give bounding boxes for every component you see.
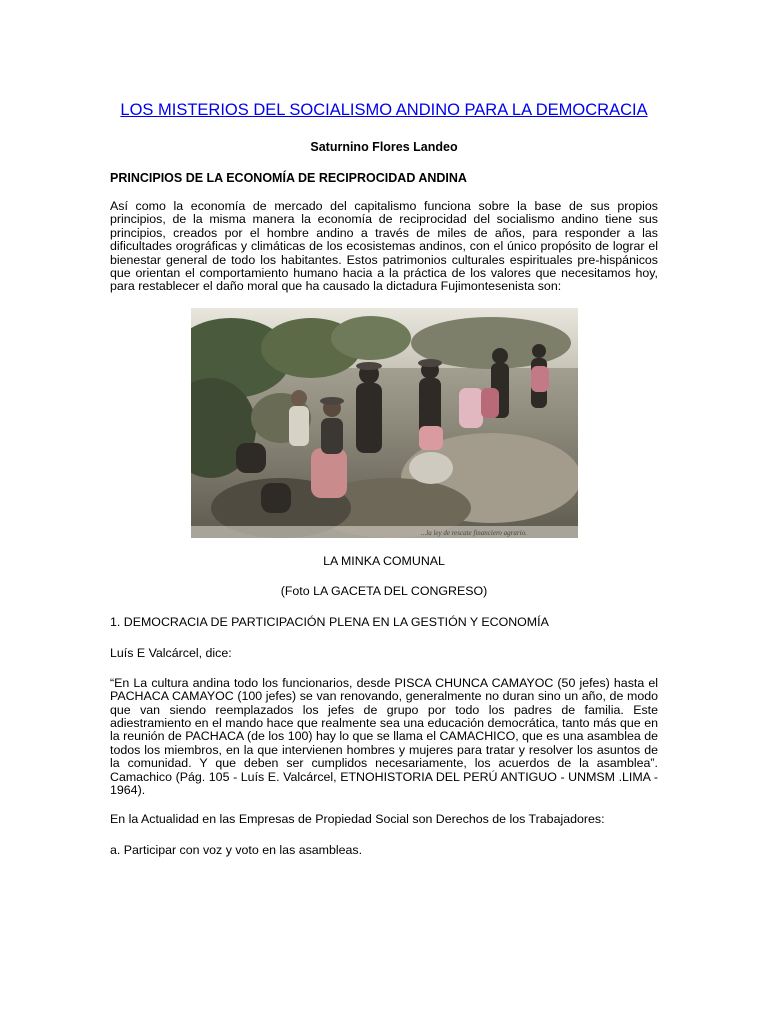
section-heading: PRINCIPIOS DE LA ECONOMÍA DE RECIPROCIDAD ANDINA bbox=[110, 171, 467, 185]
point-1-heading: 1. DEMOCRACIA DE PARTICIPACIÓN PLENA EN LA GESTIÓN Y ECONOMÍA bbox=[110, 614, 549, 629]
right-a: a. Participar con voz y voto en las asambleas. bbox=[110, 842, 363, 857]
minka-comunal-photo bbox=[191, 308, 578, 538]
photo-container bbox=[110, 308, 658, 538]
author-name: Saturnino Flores Landeo bbox=[310, 140, 458, 154]
photo-caption: LA MINKA COMUNAL bbox=[323, 553, 445, 568]
valcarcel-quote: “En La cultura andina todo los funcionarios, desde PISCA CHUNCA CAMAYOC (50 jefes) hasta el PACHACA CAMAYOC (100 jefes) se van renovando, generalmente no duran sino un año, de modo que van siendo reemplazados los jefes de grupo por todo los padres de familia. Este adiestramiento en el mando hace que realmente sea una educación democrática, tanto más que en la reunión de PACHACA (de los 100) hay lo que se llama el CAMACHICO, que es una asamblea de todos los miembros, en la que intervienen hombres y mujeres para tratar y resolver los asuntos de la comunidad. Y que deben ser cumplidos necesariamente, los acuerdos de la asamblea”. Camachico (Pág. 105 - Luís E. Valcárcel, ETNOHISTORIA DEL PERÚ ANTIGUO - UNMSM .LIMA - 1964). bbox=[110, 675, 658, 798]
title-link[interactable]: LOS MISTERIOS DEL SOCIALISMO ANDINO PARA LA DEMOCRACIA bbox=[120, 101, 648, 119]
photo-inscription: ...la ley de rescate financiero agrario. bbox=[421, 528, 527, 537]
quote-intro: Luís E Valcárcel, dice: bbox=[110, 645, 232, 660]
rights-intro: En la Actualidad en las Empresas de Propiedad Social son Derechos de los Trabajadores: bbox=[110, 811, 605, 826]
photo-credit: (Foto LA GACETA DEL CONGRESO) bbox=[280, 583, 488, 598]
intro-paragraph: Así como la economía de mercado del capitalismo funciona sobre la base de sus propios principios, de la misma manera la economía de reciprocidad del socialismo andino tiene sus principios, creados por el hombre andino a través de miles de años, para responder a las dificultades orográficas y climáticas de los ecosistemas andinos, con el único propósito de lograr el bienestar general de todo los habitantes. Estos patrimonios culturales espirituales pre-hispánicos que orientan el comportamiento humano hacia a la práctica de los valores que necesitamos hoy, para restablecer el daño moral que ha causado la dictadura Fujimontesenista son: bbox=[110, 199, 658, 294]
document-title bbox=[110, 100, 658, 120]
document-page bbox=[110, 100, 658, 857]
